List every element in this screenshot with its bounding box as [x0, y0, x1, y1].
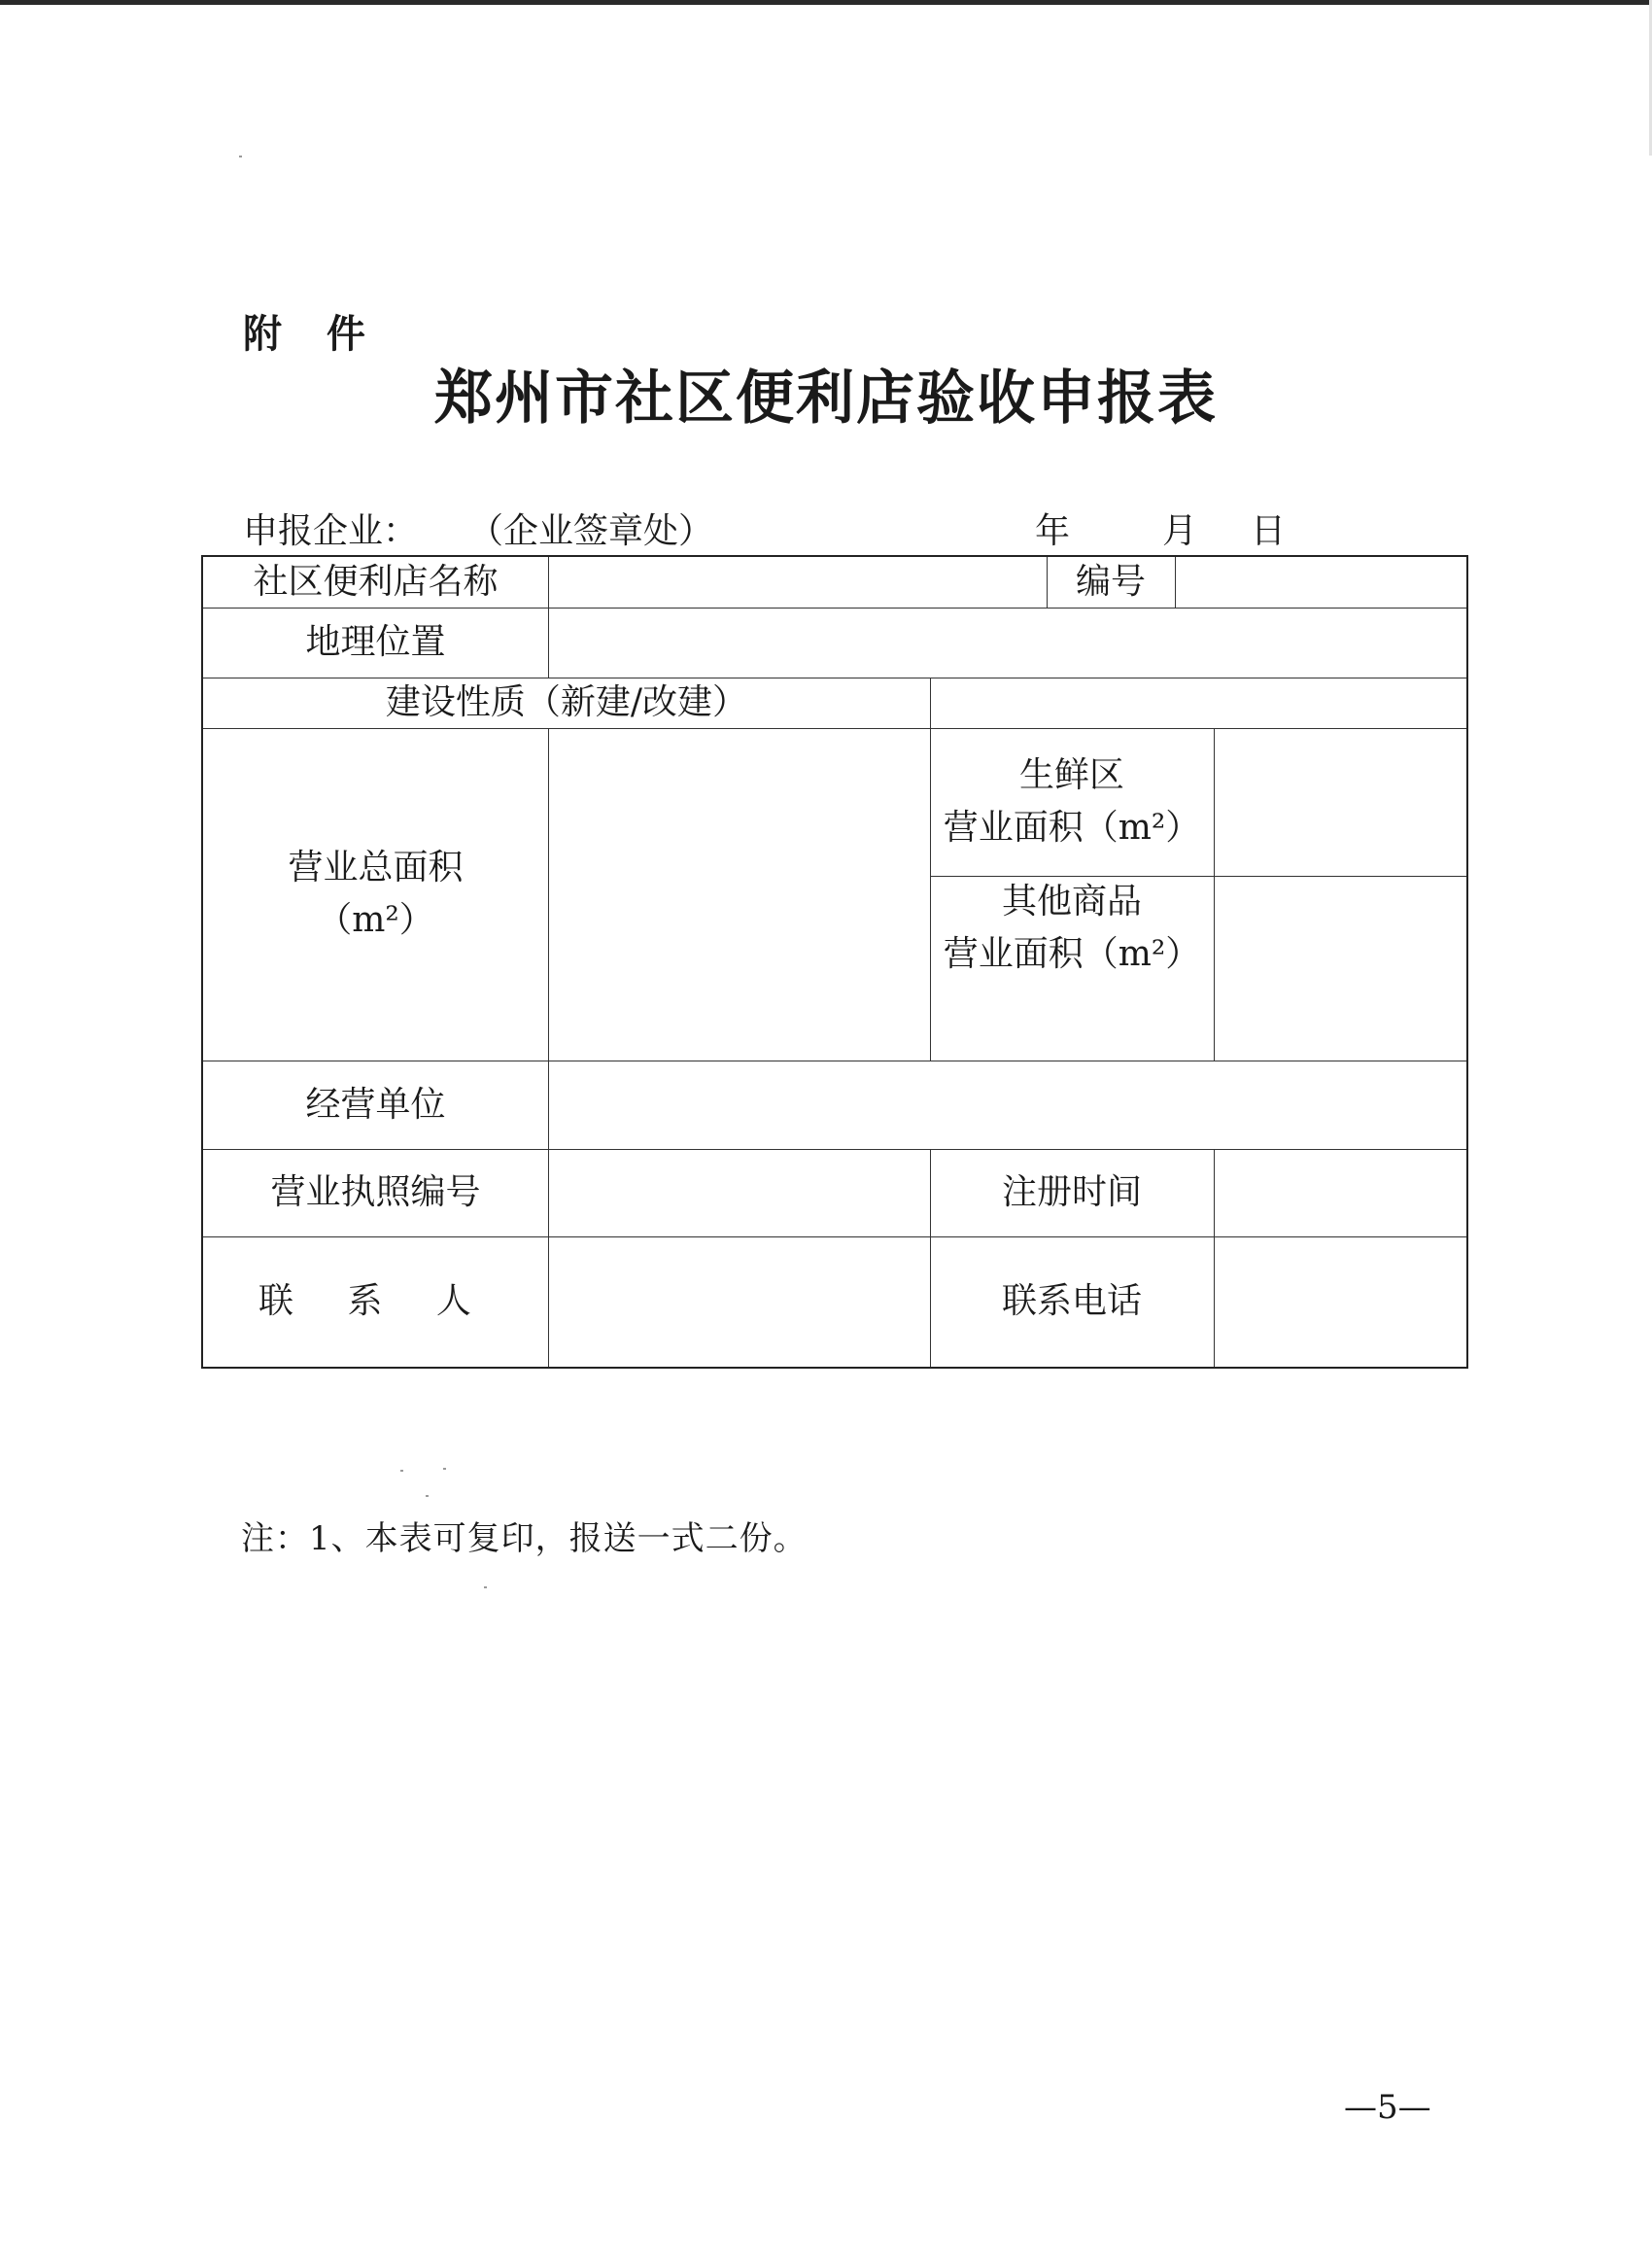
applicant-seal-note: （企业签章处）: [486, 511, 714, 551]
date-month-label: 月: [1162, 511, 1198, 551]
registration-date-field[interactable]: [1215, 1149, 1466, 1236]
registration-date-label: 注册时间: [1001, 1172, 1142, 1212]
date-line: [1035, 504, 1286, 553]
other-area-field[interactable]: [1215, 876, 1466, 1061]
fresh-area-label-line1: 生鲜区: [1018, 755, 1124, 795]
other-area-label: [930, 876, 1214, 1061]
applicant-line: [243, 504, 713, 553]
footer-note: 注：1、本表可复印，报送一式二份。: [241, 1519, 808, 1558]
store-name-label: 社区便利店名称: [253, 562, 499, 602]
date-year-label: 年: [1035, 511, 1071, 551]
construction-type-field[interactable]: [931, 678, 1466, 728]
fresh-area-label-line2: 营业面积（m²）: [943, 808, 1201, 848]
scan-speck: [443, 1468, 446, 1470]
form-title: 郑州市社区便利店验收申报表: [434, 365, 1218, 433]
contact-phone-label: 联系电话: [1001, 1281, 1142, 1321]
contact-person-label: 联 系 人: [258, 1281, 493, 1321]
location-label: 地理位置: [305, 622, 446, 662]
scan-speck: [400, 1470, 403, 1472]
location-field[interactable]: [549, 608, 1466, 678]
operator-field[interactable]: [549, 1061, 1466, 1149]
serial-label: 编号: [1075, 562, 1146, 602]
total-area-label-line1: 营业总面积: [288, 848, 464, 887]
serial-field[interactable]: [1176, 557, 1466, 608]
applicant-label: 申报企业：: [243, 511, 419, 551]
scan-speck: [484, 1586, 487, 1588]
application-form-table: [201, 555, 1468, 1369]
fresh-area-label: [930, 728, 1214, 876]
operator-label: 经营单位: [305, 1084, 446, 1125]
other-area-label-line2: 营业面积（m²）: [943, 934, 1201, 974]
construction-type-label: 建设性质（新建/改建）: [385, 682, 748, 722]
license-no-label: 营业执照编号: [270, 1172, 481, 1212]
annex-label: 附 件: [243, 312, 367, 357]
scan-speck: [239, 156, 242, 157]
other-area-label-line1: 其他商品: [1001, 882, 1142, 922]
license-no-field[interactable]: [549, 1149, 930, 1236]
date-day-label: 日: [1251, 511, 1287, 551]
total-area-label: [203, 728, 548, 1061]
store-name-field[interactable]: [549, 557, 1047, 608]
total-area-field[interactable]: [549, 728, 930, 1061]
scan-edge-top: [0, 0, 1652, 5]
page-number: —5—: [1344, 2088, 1431, 2127]
total-area-label-line2: （m²）: [317, 900, 434, 940]
contact-phone-field[interactable]: [1215, 1236, 1466, 1367]
fresh-area-field[interactable]: [1215, 728, 1466, 876]
contact-person-field[interactable]: [549, 1236, 930, 1367]
scan-speck: [426, 1495, 429, 1497]
